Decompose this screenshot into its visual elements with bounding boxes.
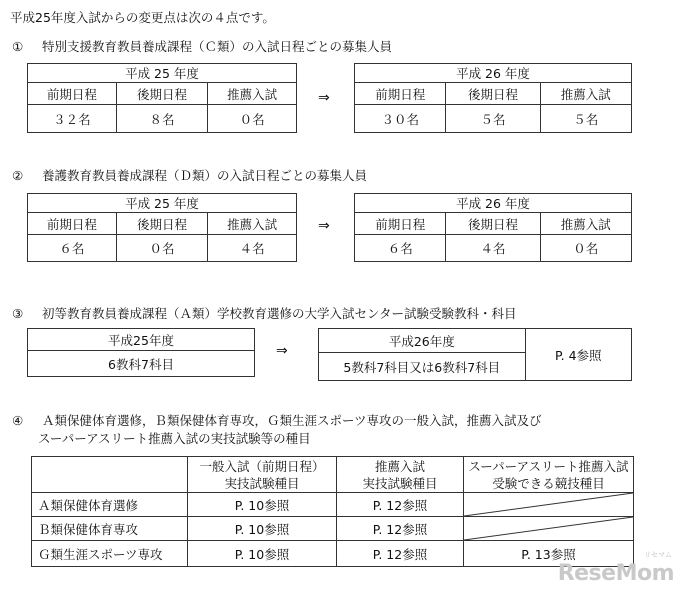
reference-cell: P. 4参照 <box>525 329 631 381</box>
header-cell: 後期日程 <box>446 213 540 235</box>
value-cell: ３０名 <box>355 105 446 133</box>
section4-title-line1: Ａ類保健体育選修，Ｂ類保健体育専攻，Ｇ類生涯スポーツ専攻の一般入試，推薦入試及び <box>41 413 542 428</box>
year-header: 平成 25 年度 <box>28 194 297 213</box>
section2-title-text: 養護教育教員養成課程（Ｄ類）の入試日程ごとの募集人員 <box>41 168 367 183</box>
row-label: Ｂ類保健体育専攻 <box>32 517 188 541</box>
year-header: 平成26年度 <box>319 329 526 353</box>
general-cell: P. 10参照 <box>188 517 337 541</box>
value-cell: ４名 <box>446 235 540 262</box>
row-label: Ａ類保健体育選修 <box>32 493 188 517</box>
section2-title <box>12 166 367 184</box>
value-cell: ０名 <box>116 235 207 262</box>
value-cell: ３２名 <box>28 105 117 133</box>
header-cell: 推薦入試 <box>540 213 631 235</box>
col-header-line: 推薦入試 <box>374 458 425 474</box>
section4-number: ④ <box>12 413 24 428</box>
suisen-cell: P. 12参照 <box>337 541 464 567</box>
section2-after-table <box>354 193 632 262</box>
section1-after-table <box>354 63 632 133</box>
suisen-cell: P. 12参照 <box>337 493 464 517</box>
header-cell: 推薦入試 <box>540 83 631 105</box>
header-cell: 前期日程 <box>355 83 446 105</box>
general-cell: P. 10参照 <box>188 493 337 517</box>
section1-before-table <box>27 63 297 133</box>
header-cell: 後期日程 <box>446 83 540 105</box>
section3-title-text: 初等教育教員養成課程（Ａ類）学校教育選修の大学入試センター試験受験教科・科目 <box>41 306 517 321</box>
col-header-line: 受験できる競技種目 <box>492 475 605 491</box>
section3-before-table <box>27 328 255 377</box>
table-row <box>32 541 634 567</box>
header-cell: 前期日程 <box>355 213 446 235</box>
section1-number: ① <box>12 39 24 54</box>
header-cell: 後期日程 <box>116 83 207 105</box>
section3-title <box>12 304 517 322</box>
section3-number: ③ <box>12 306 24 321</box>
athlete-cell-na <box>464 493 634 517</box>
section1-title-text: 特別支援教育教員養成課程（Ｃ類）の入試日程ごとの募集人員 <box>41 39 392 54</box>
header-cell: 推薦入試 <box>208 213 297 235</box>
table-row <box>32 493 634 517</box>
diagonal-line <box>464 517 633 540</box>
value-cell: ６名 <box>355 235 446 262</box>
col-header-line: スーパーアスリート推薦入試 <box>468 458 629 474</box>
value-cell: ５名 <box>540 105 631 133</box>
athlete-cell: P. 13参照 <box>464 541 634 567</box>
athlete-cell-na <box>464 517 634 541</box>
value-cell: ４名 <box>208 235 297 262</box>
col-header-line: 一般入試（前期日程） <box>199 458 325 474</box>
value-cell: ０名 <box>208 105 297 133</box>
corner-cell <box>32 457 188 493</box>
suisen-cell: P. 12参照 <box>337 517 464 541</box>
header-cell: 後期日程 <box>116 213 207 235</box>
diagonal-line <box>464 493 633 516</box>
value-cell: 6教科7科目 <box>28 351 255 377</box>
col-header-athlete <box>464 457 634 493</box>
arrow-icon: ⇒ <box>276 343 288 359</box>
value-cell: ５名 <box>446 105 540 133</box>
resemom-logo: ReseMom <box>557 561 674 586</box>
value-cell: ０名 <box>540 235 631 262</box>
section1-title <box>12 37 392 55</box>
year-header: 平成 26 年度 <box>355 64 632 83</box>
section4-table <box>31 456 634 567</box>
value-cell: ８名 <box>116 105 207 133</box>
value-cell: 5教科7科目又は6教科7科目 <box>319 353 526 381</box>
arrow-icon: ⇒ <box>318 90 330 106</box>
col-header-line: 実技試験種目 <box>362 475 438 491</box>
header-cell: 前期日程 <box>28 83 117 105</box>
year-header: 平成25年度 <box>28 329 255 351</box>
year-header: 平成 26 年度 <box>355 194 632 213</box>
col-header-line: 実技試験種目 <box>224 475 300 491</box>
arrow-icon: ⇒ <box>318 218 330 234</box>
col-header-general <box>188 457 337 493</box>
row-label: Ｇ類生涯スポーツ専攻 <box>32 541 188 567</box>
intro-text: 平成25年度入試からの変更点は次の４点です。 <box>10 10 275 25</box>
header-cell: 前期日程 <box>28 213 117 235</box>
value-cell: ６名 <box>28 235 117 262</box>
col-header-suisen <box>337 457 464 493</box>
general-cell: P. 10参照 <box>188 541 337 567</box>
section4-title-line2: スーパーアスリート推薦入試の実技試験等の種目 <box>38 431 311 446</box>
table-row <box>32 517 634 541</box>
section2-number: ② <box>12 168 24 183</box>
header-cell: 推薦入試 <box>208 83 297 105</box>
section2-before-table <box>27 193 297 262</box>
year-header: 平成 25 年度 <box>28 64 297 83</box>
section3-after-table <box>318 328 632 381</box>
section4-title <box>12 411 542 429</box>
watermark-small: リセマム <box>644 551 672 559</box>
